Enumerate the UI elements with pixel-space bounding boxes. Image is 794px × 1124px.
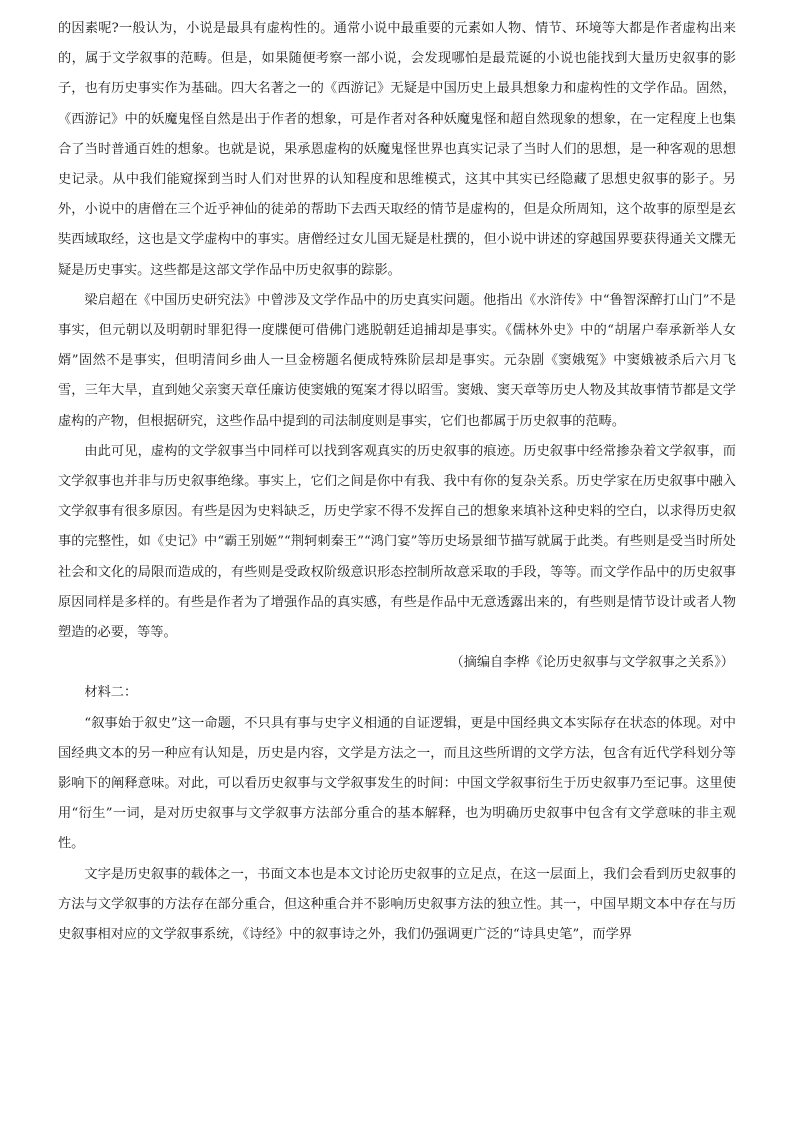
paragraph-1: 的因素呢?一般认为，小说是最具有虚构性的。通常小说中最重要的元素如人物、情节、环境等大都是作者虚构出来的，属于文学叙事的范畴。但是，如果随便考察一部小说，会发现哪怕是最荒诞的小说也能找到大量历史叙事的影子，也有历史事实作为基础。四大名著之一的《西游记》无疑是中国历史上最具想象力和虚构性的文学作品。固然，《西游记》中的妖魔鬼怪自然是出于作者的想象，可是作者对各种妖魔鬼怪和超自然现象的想象，在一定程度上也集合了当时普通百姓的想象。也就是说，果承恩虚构的妖魔鬼怪世界也真实记录了当时人们的思想，是一种客观的思想史记录。从中我们能窥探到当时人们对世界的认知程度和思维模式，这其中其实已经隐藏了思想史叙事的影子。另外，小说中的唐僧在三个近乎神仙的徒弟的帮助下去西天取经的情节是虚构的，但是众所周知，这个故事的原型是玄奘西域取经，这也是文学虚构中的事实。唐僧经过女儿国无疑是杜撰的，但小说中讲述的穿越国界要获得通关文牒无疑是历史事实。这些都是这部文学作品中历史叙事的踪影。 [58,21,736,278]
paragraph-4: “叙事始于叙史”这一命题，不只具有事与史字义相通的自证逻辑，更是中国经典文本实际存在状态的体现。对中国经典文本的另一种应有认知是，历史是内容，文学是方法之一，而且这些所谓的文学方法，包含有近代学科划分等影响下的阐释意味。对此，可以看历史叙事与文学叙事发生的时间：中国文学叙事衍生于历史叙事乃至记事。这里使用“衍生”一词，是对历史叙事与文学叙事方法部分重合的基本解释，也为明确历史叙事中包含有文学意味的非主观性。 [58,715,736,852]
section-heading-material-2: 材料二： [84,685,138,701]
source-citation: （摘编自李桦《论历史叙事与文学叙事之关系》） [450,655,734,671]
paragraph-2: 梁启超在《中国历史研究法》中曾涉及文学作品中的历史真实问题。他指出《水浒传》中“鲁智深醉打山门”不是事实，但元朝以及明朝时罪犯得一度牒便可借佛门逃脱朝廷追捕却是事实。《儒林外史》中的“胡屠户奉承新举人女婿”固然不是事实，但明清间乡曲人一旦金榜题名便成特殊阶层却是事实。元杂剧《窦娥冤》中窦娥被杀后六月飞雪，三年大旱，直到她父亲窦天章任廉访使窦娥的冤案才得以昭雪。窦娥、窦天章等历史人物及其故事情节都是文学虚构的产物，但根据研究，这些作品中提到的司法制度则是事实，它们也都属于历史叙事的范畴。 [58,292,736,429]
paragraph-5: 文字是历史叙事的载体之一，书面文本也是本文讨论历史叙事的立足点，在这一层面上，我们会看到历史叙事的方法与文学叙事的方法存在部分重合，但这种重合并不影响历史叙事方法的独立性。其一，中国早期文本中存在与历史叙事相对应的文学叙事系统，《诗经》中的叙事诗之外，我们仍强调更广泛的“诗具史笔”，而学界 [58,866,736,943]
paragraph-3: 由此可见，虚构的文学叙事当中同样可以找到客观真实的历史叙事的痕迹。历史叙事中经常掺杂着文学叙事，而文学叙事也并非与历史叙事绝缘。事实上，它们之间是你中有我、我中有你的复杂关系。历史学家在历史叙事中融入文学叙事有很多原因。有些是因为史料缺乏，历史学家不得不发挥自己的想象来填补这种史料的空白，以求得历史叙事的完整性，如《史记》中“霸王别姬”“荆轲刺秦王”“鸿门宴”等历史场景细节描写就属于此类。有些则是受当时所处社会和文化的局限而造成的，有些则是受政权阶级意识形态控制所故意采取的手段，等等。而文学作品中的历史叙事原因同样是多样的。有些是作者为了增强作品的真实感，有些是作品中无意透露出来的，有些则是情节设计或者人物塑造的必要，等等。 [58,443,736,641]
